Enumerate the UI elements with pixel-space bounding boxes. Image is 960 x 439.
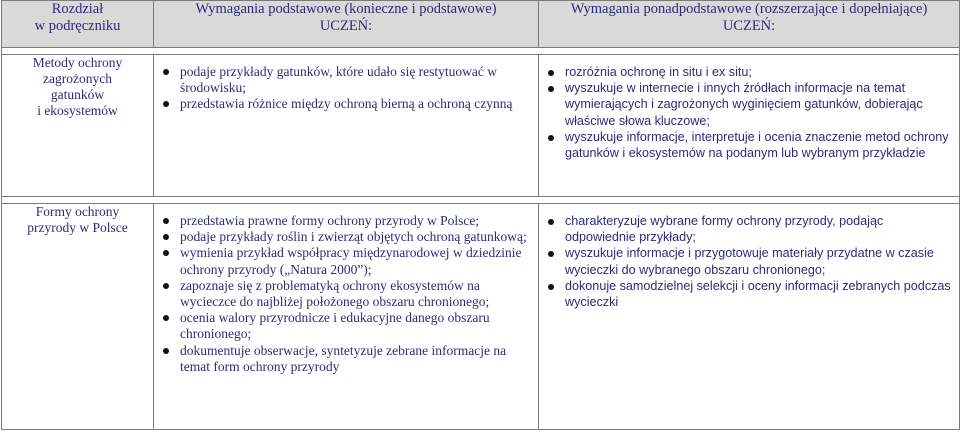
bullet-icon [163,250,169,256]
spacer-row [2,197,960,204]
bullet-icon [163,348,169,354]
list-item-text: wymienia przykład współpracy międzynarodowej w dziedzinie ochrony przyrody („Natura 2000”); [180,245,522,277]
list-item-text: podaje przykłady gatunków, które udało się restytuować w środowisku; [180,64,498,96]
list-item-text: przedstawia różnice między ochroną bierną a ochroną czynną [180,96,513,112]
bullet-icon [163,283,169,289]
table-row [2,204,960,430]
basic-requirements-cell [154,204,539,430]
extended-requirements-cell [539,204,960,430]
bullet-icon [163,315,169,321]
list-item [158,96,530,112]
list-item-text: zapoznaje się z problematyką ochrony ekosystemów na wycieczce do najbliżej położonego obszaru chronionego; [180,277,490,310]
bullet-icon [548,219,554,225]
header-basic-requirements [154,1,539,48]
extended-requirements-cell [539,55,960,197]
list-item [543,64,951,80]
table-row [2,55,960,197]
chapter-line: Metody ochrony [32,55,123,70]
list-item [158,245,530,277]
bullet-icon [163,234,169,240]
basic-requirements-list [158,64,530,113]
spacer-row [2,48,960,55]
chapter-line: gatunków [50,87,105,102]
bullet-icon [163,69,169,75]
list-item-text: dokonuje samodzielnej selekcji i oceny informacji zebranych podczas wycieczki [565,278,951,310]
bullet-icon [548,135,554,141]
list-item [158,229,530,245]
list-item [158,64,530,96]
list-item-text: rozróżnia ochronę in situ i ex situ; [565,65,752,79]
chapter-cell [2,55,154,197]
header-extended-line: Wymagania ponadpodstawowe (rozszerzające i dopełniające) [570,1,928,17]
list-item [543,278,951,310]
header-extended-requirements [539,1,960,48]
bullet-icon [548,251,554,257]
header-chapter [2,1,154,48]
chapter-cell [2,204,154,430]
list-item-text: ocenia walory przyrodnicze i edukacyjne danego obszaru chronionego; [180,310,490,342]
list-item [543,129,951,161]
chapter-line: Formy ochrony [35,204,120,219]
chapter-line: zagrożonych [43,71,112,86]
list-item [543,245,951,277]
header-row [2,1,960,48]
extended-requirements-list [543,213,951,310]
requirements-table [1,0,960,430]
spacer-cell [2,197,960,204]
chapter-line: przyrody w Polsce [27,220,128,235]
header-basic-line: Wymagania podstawowe (konieczne i podstawowe) [195,1,497,17]
list-item-text: wyszukuje informacje, interpretuje i ocenia znaczenie metod ochrony gatunków i ekosystemów na podanym lub wybranym przykładzie [565,129,949,161]
list-item-text: wyszukuje w internecie i innych źródłach informacje na temat wymierających i zagrożonych wyginięciem gatunków, dobierając właściwe słowa kluczowe; [565,81,923,128]
header-chapter-line: Rozdział [51,1,104,17]
header-basic-line: UCZEŃ: [319,18,373,34]
bullet-icon [548,284,554,290]
bullet-icon [163,218,169,224]
list-item [158,343,530,375]
list-item-text: podaje przykłady roślin i zwierząt objętych ochroną gatunkową; [180,229,527,245]
list-item [158,213,530,229]
header-extended-line: UCZEŃ: [722,18,776,34]
extended-requirements-list [543,64,951,161]
header-chapter-line: w podręczniku [34,18,121,34]
list-item [158,278,530,310]
list-item-text: przedstawia prawne formy ochrony przyrody w Polsce; [180,213,480,228]
bullet-icon [548,86,554,92]
list-item [543,80,951,129]
spacer-cell [2,48,960,55]
list-item [158,310,530,342]
list-item-text: dokumentuje obserwacje, syntetyzuje zebrane informacje na temat form ochrony przyrody [180,342,507,374]
bullet-icon [548,70,554,76]
list-item-text: charakteryzuje wybrane formy ochrony przyrody, podając odpowiednie przykłady; [565,214,884,245]
list-item [543,213,951,245]
basic-requirements-list [158,213,530,375]
chapter-line: i ekosystemów [37,103,118,118]
list-item-text: wyszukuje informacje i przygotowuje materiały przydatne w czasie wycieczki do wybranego obszaru chronionego; [565,246,934,277]
basic-requirements-cell [154,55,539,197]
bullet-icon [163,101,169,107]
